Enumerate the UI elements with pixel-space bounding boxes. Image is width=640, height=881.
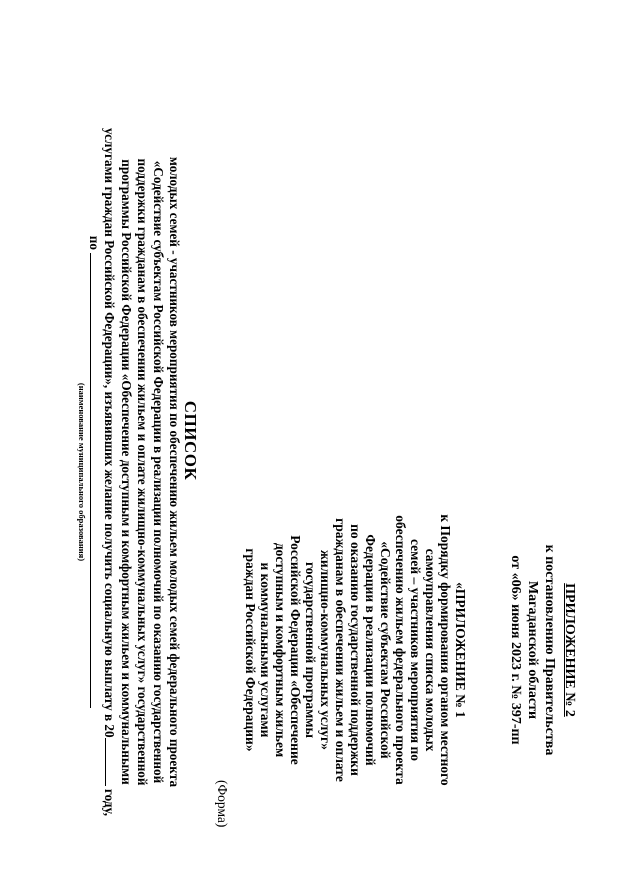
year-blank-line <box>105 738 118 786</box>
appendix-1-line: и коммунальными услугами <box>258 562 273 738</box>
body-line: поддержки гражданам в обеспечении жильем и оплате жилищно-коммунальных услуг» государственной <box>135 158 150 786</box>
appendix-2-line: Магаданской области <box>525 580 540 720</box>
municipality-blank-line <box>90 253 103 708</box>
appendix-1-line: «Содействие субъектам Российской <box>378 541 393 759</box>
appendix-1-line: доступным и комфортным жильем <box>273 542 288 758</box>
appendix-1-line: к Порядку формирования органом местного <box>438 514 453 786</box>
appendix-1-line: самоуправления списка молодых <box>423 548 438 752</box>
appendix-2-block <box>507 490 578 810</box>
appendix-1-line: Федерации в реализации полномочий <box>363 534 378 766</box>
appendix-1-block <box>243 490 468 810</box>
appendix-2-line: к постановлению Правительства <box>542 544 557 756</box>
appendix-1-line: граждан Российской Федерации» <box>243 548 258 752</box>
appendix-1-line: по оказанию государственной поддержки <box>348 524 363 776</box>
municipality-caption: (наименование муниципального образования) <box>77 382 87 562</box>
appendix-1-heading: «ПРИЛОЖЕНИЕ № 1 <box>453 582 468 718</box>
appendix-1-line: семей – участников мероприятия по <box>408 538 423 762</box>
appendix-1-line: жилищно-коммунальных услуг» <box>318 550 333 750</box>
appendix-2-heading: ПРИЛОЖЕНИЕ № 2 <box>562 583 577 717</box>
body-last-line-suffix: году, <box>102 788 117 817</box>
document-title: СПИСОК <box>181 400 200 481</box>
appendix-1-line: обеспечению жильем федерального проекта <box>393 515 408 785</box>
municipality-prefix: по <box>87 235 102 250</box>
appendix-2-line: от «06» июня 2023 г. № 397-пп <box>508 555 523 745</box>
body-line: молодых семей - участников мероприятия по обеспечению жильем молодых семей федерального проекта <box>167 156 182 788</box>
appendix-1-line: государственной программы <box>303 561 318 739</box>
body-line: программы Российской Федерации «Обеспечение доступным и комфортным жильем и коммунальными <box>119 159 134 785</box>
appendix-1-line: гражданам в обеспечении жильем и оплате <box>333 518 348 782</box>
body-last-line-text: услугами граждан Российской Федерации», изъявивших желание получить социальную выплату в 20 <box>102 127 117 738</box>
appendix-1-line: Российской Федерации «Обеспечение <box>288 535 303 765</box>
body-last-line <box>101 82 118 862</box>
document-body <box>101 82 182 862</box>
form-label: (Форма) <box>215 780 230 828</box>
body-line: «Содействие субъектам Российской Федерации в реализации полномочий по оказанию государственной <box>151 160 166 784</box>
municipality-line <box>86 82 103 862</box>
